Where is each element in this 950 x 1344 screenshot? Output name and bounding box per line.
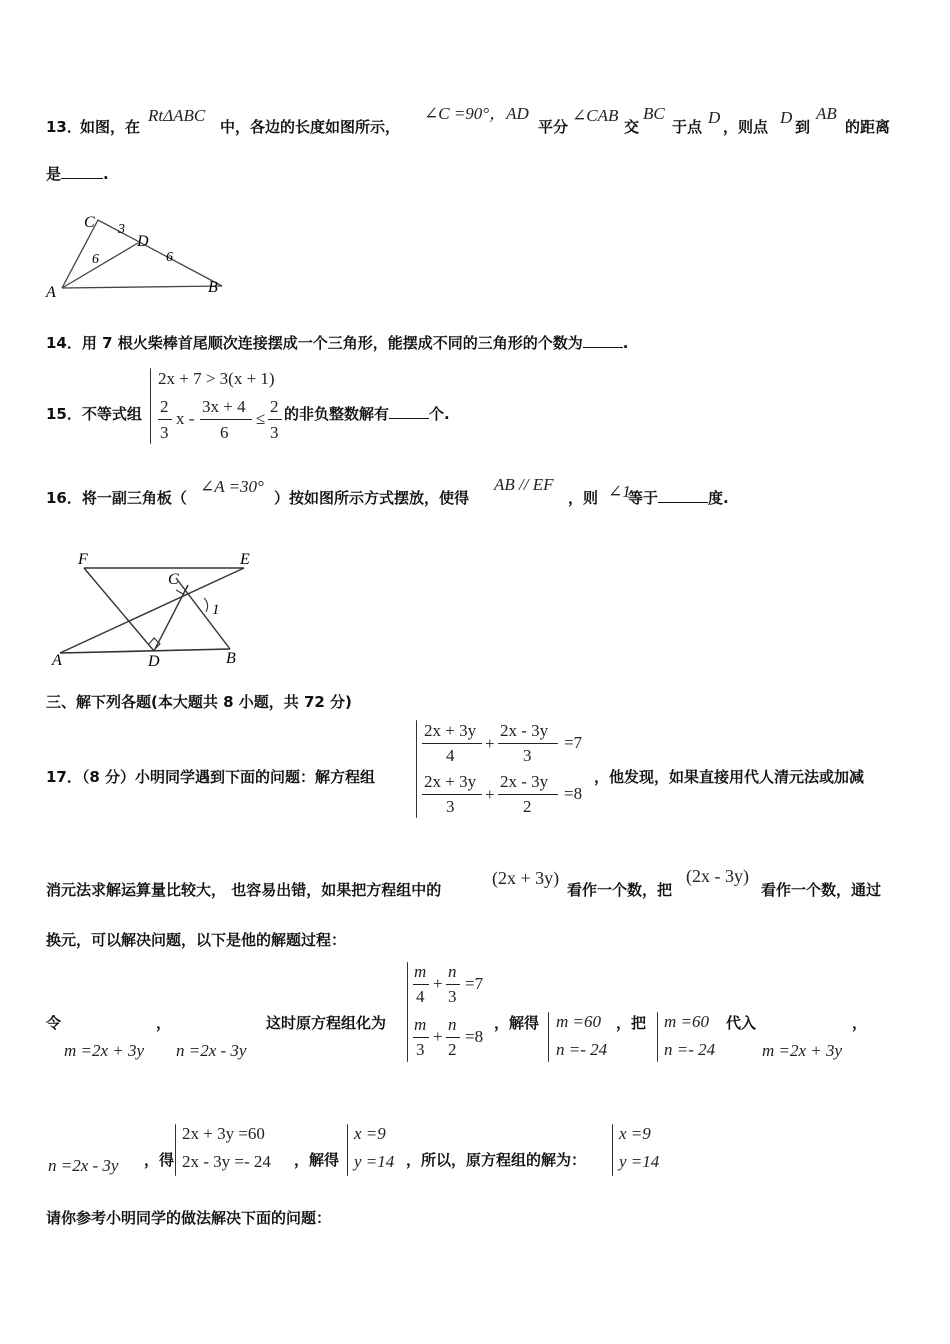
q17-text-3: 消元法求解运算量比较大， 也容易出错，如果把方程组中的 (46, 881, 442, 899)
q16-angle-a: ∠A =30° (200, 477, 264, 496)
q13-bc: BC (643, 104, 665, 123)
q17-y14-a: y =14 (354, 1152, 395, 1171)
q15-inequality-1: 2x + 7 > 3(x + 1) (158, 369, 275, 388)
q13-line2 (46, 164, 109, 184)
q17-e1a-bar (422, 743, 482, 744)
q15-f1-bar (158, 419, 172, 420)
q17-s2-plus: + (433, 1027, 443, 1046)
q17-sub-brace (407, 962, 408, 1062)
q17-e1b-bar (498, 743, 558, 744)
q15-f3-num: 2 (270, 397, 279, 416)
q17-e1-rhs: =7 (564, 733, 583, 752)
q16-parallel: AB // EF (494, 475, 554, 494)
q17-s2-bar1 (413, 1037, 429, 1038)
q17-ling: 令 (46, 1014, 62, 1032)
q17-e2b-num: 2x - 3y (500, 772, 549, 791)
q16-text-4: 等于 (628, 489, 659, 507)
q17-s1-d1: 4 (416, 987, 425, 1006)
q17-n-def: n =2x - 3y (176, 1041, 247, 1060)
q17-text-14: 请你参考小明同学的做法解决下面的问题： (46, 1209, 332, 1227)
q14-answer-blank[interactable] (583, 333, 623, 348)
q17-e1-plus: + (485, 734, 495, 753)
q17-s1-bar2 (446, 984, 460, 985)
q14-line (46, 333, 628, 353)
q13-text-4: 交 (624, 118, 640, 136)
q17-e1a-num: 2x + 3y (424, 721, 477, 740)
q16-label-d: D (148, 653, 160, 670)
q17-e2b-bar (498, 794, 558, 795)
q17-text-8: ，解得 (494, 1014, 540, 1032)
q17-text-1: 17．（8 分）小明同学遇到下面的问题：解方程组 (46, 768, 376, 786)
q13-angle: ∠CAB (572, 106, 619, 125)
q17-eq-r1: 2x + 3y =60 (182, 1124, 265, 1143)
q17-e2-plus: + (485, 785, 495, 804)
q15-le: ≤ (256, 409, 266, 428)
q16-figure (48, 548, 268, 672)
q17-text-11: ，得 (144, 1151, 175, 1169)
q17-s1-rhs: =7 (465, 974, 484, 993)
q17-s2-rhs: =8 (465, 1027, 484, 1046)
q13-number: 13． (46, 118, 82, 136)
q15-f3-den: 3 (270, 423, 279, 442)
q16-answer-blank[interactable] (658, 488, 708, 503)
q17-sol-brace-2 (612, 1124, 613, 1176)
q15-text-1: 的非负整数解有 (284, 405, 390, 423)
q17-text-7: 这时原方程组化为 (266, 1014, 387, 1032)
q16-label-e: E (240, 551, 250, 568)
q17-eq-r2: 2x - 3y =- 24 (182, 1152, 271, 1171)
q17-comma: ， (156, 1014, 172, 1032)
q16-angle-1: ∠1 (608, 482, 631, 501)
q17-s1-n1: m (414, 962, 427, 981)
q17-e2a-den: 3 (446, 797, 455, 816)
q17-n24-b: n =- 24 (664, 1040, 716, 1059)
q15-brace (150, 368, 151, 444)
q15-tail (284, 404, 450, 424)
q16-text-1: 16．将一副三角板（ (46, 489, 187, 507)
q15-f2-bar (200, 419, 252, 420)
q17-text-9: ，把 (616, 1014, 647, 1032)
q13-point-d: D (708, 108, 721, 127)
q17-sol-brace-1 (347, 1124, 348, 1176)
q13-text-10: . (103, 165, 109, 183)
q16-text-3: ，则 (568, 489, 599, 507)
q16-text-5: 度. (708, 489, 729, 507)
q17-text-13: ，所以，原方程组的解为： (406, 1151, 587, 1169)
q17-s2-d1: 3 (416, 1040, 425, 1059)
q17-y14-b: y =14 (619, 1152, 660, 1171)
q17-text-2: ，他发现，如果直接用代人清元法或加减 (594, 768, 865, 786)
q17-m-def-2: m =2x + 3y (762, 1041, 843, 1060)
q13-text-3: 平分 (538, 118, 569, 136)
q17-m-def: m =2x + 3y (64, 1041, 145, 1060)
q17-s1-d2: 3 (448, 987, 457, 1006)
q13-len-ad: 6 (92, 252, 99, 267)
q13-label-b: B (208, 279, 218, 296)
q17-e1b-den: 3 (523, 746, 532, 765)
q17-comma-2: ， (852, 1014, 868, 1032)
q17-m60-b: m =60 (664, 1012, 709, 1031)
q17-group-2: (2x - 3y) (686, 866, 749, 886)
q16-line-fd (84, 568, 154, 651)
q13-triangle: RtΔABC (148, 106, 206, 125)
q13-figure (40, 208, 240, 300)
q17-system-brace (416, 720, 417, 818)
q14-end: . (622, 334, 629, 352)
q15-answer-blank[interactable] (389, 404, 429, 419)
q17-xy-brace (175, 1124, 176, 1176)
q13-ab: AB (816, 104, 837, 123)
q15-text-2: 个. (429, 405, 450, 423)
q17-text-12: ，解得 (294, 1151, 340, 1169)
q15-f1-den: 3 (160, 423, 169, 442)
q16-line-cb (176, 578, 230, 649)
q17-x9-a: x =9 (354, 1124, 386, 1143)
section-3-title: 三、解下列各题(本大题共 8 小题，共 72 分) (46, 693, 352, 711)
q13-answer-blank[interactable] (61, 164, 103, 179)
q14-text: 14．用 7 根火柴棒首尾顺次连接摆成一个三角形，能摆成不同的三角形的个数为 (46, 334, 583, 352)
q17-e1b-num: 2x - 3y (500, 721, 549, 740)
q16-label-1: 1 (212, 602, 220, 618)
q13-text-7: 到 (795, 118, 811, 136)
q13-label-d: D (137, 233, 149, 250)
q15-f3-bar (268, 419, 282, 420)
q17-n24-a: n =- 24 (556, 1040, 608, 1059)
q16-label-f: F (78, 551, 88, 568)
q13-text-1: 如图，在 (80, 118, 141, 136)
q13-text-8: 的距离 (845, 118, 891, 136)
q17-e1a-den: 4 (446, 746, 455, 765)
q17-text-5: 看作一个数，通过 (761, 881, 882, 899)
q13-text-2: 中，各边的长度如图所示， (220, 118, 401, 136)
q16-label-b: B (226, 650, 236, 667)
q17-n-def-2: n =2x - 3y (48, 1156, 119, 1175)
q13-len-db: 6 (166, 250, 173, 265)
q17-group-1: (2x + 3y) (492, 868, 560, 888)
q16-line-dc (154, 585, 188, 651)
q17-x9-b: x =9 (619, 1124, 651, 1143)
q17-s1-bar1 (413, 984, 429, 985)
q17-e2b-den: 2 (523, 797, 532, 816)
q13-condition: ∠C =90°，AD (424, 104, 529, 123)
q16-text-2: ）按如图所示方式摆放，使得 (274, 489, 470, 507)
q15-minus: x - (176, 409, 195, 428)
q17-s1-plus: + (433, 974, 443, 993)
q16-line-ab (60, 649, 230, 653)
q16-tail (628, 488, 729, 508)
q17-s2-n2: n (448, 1015, 457, 1034)
q16-label-a: A (52, 652, 62, 669)
q13-text-6: ，则点 (723, 118, 769, 136)
q17-e2a-bar (422, 794, 482, 795)
q15-number: 15．不等式组 (46, 405, 142, 423)
q17-mn-brace-2 (657, 1012, 658, 1062)
q13-point-d2: D (780, 108, 793, 127)
q15-f1-num: 2 (160, 397, 169, 416)
q17-text-10: 代入 (726, 1014, 757, 1032)
q16-angle-1-arc (204, 598, 208, 612)
q17-mn-brace-1 (548, 1012, 549, 1062)
q17-s1-n2: n (448, 962, 457, 981)
q15-f2-den: 6 (220, 423, 229, 442)
q17-m60-a: m =60 (556, 1012, 601, 1031)
q13-label-c: C (84, 214, 95, 231)
q17-e2-rhs: =8 (564, 784, 583, 803)
q13-text-5: 于点 (672, 118, 703, 136)
q17-text-4: 看作一个数，把 (567, 881, 673, 899)
q17-s2-bar2 (446, 1037, 460, 1038)
q13-text-9: 是 (46, 165, 62, 183)
q16-label-c: C (168, 571, 179, 588)
q17-text-6: 换元，可以解决问题，以下是他的解题过程： (46, 931, 347, 949)
q17-s2-n1: m (414, 1015, 427, 1034)
q17-s2-d2: 2 (448, 1040, 457, 1059)
q15-f2-num: 3x + 4 (202, 397, 246, 416)
q17-e2a-num: 2x + 3y (424, 772, 477, 791)
q13-label-a: A (46, 284, 56, 300)
q13-len-cd: 3 (118, 222, 125, 237)
